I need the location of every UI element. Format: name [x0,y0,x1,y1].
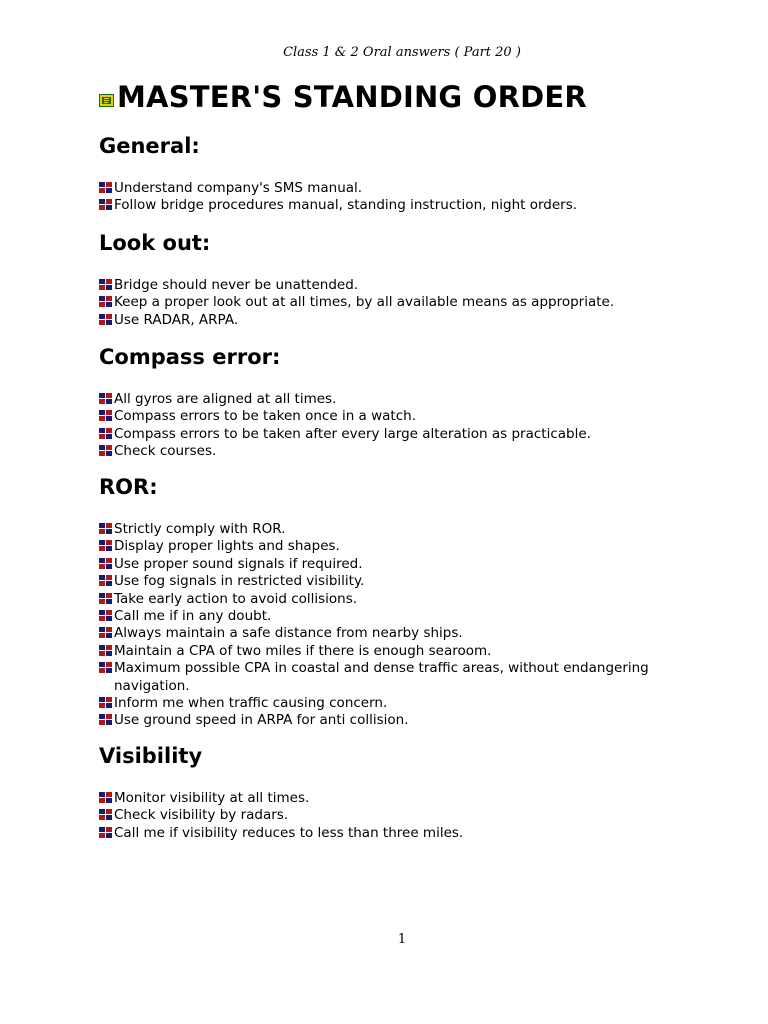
list-item-text: All gyros are aligned at all times. [114,391,337,407]
bullet-list [99,391,659,461]
list-item-text: Strictly comply with ROR. [114,521,286,537]
list-item-text: Monitor visibility at all times. [114,790,310,806]
section-heading: Look out: [99,231,211,255]
list-item-text: Bridge should never be unattended. [114,277,359,293]
document-title: MASTER'S STANDING ORDER [117,80,587,114]
square-bullet-icon [99,697,113,709]
list-item [99,197,659,214]
square-bullet-icon [99,662,113,674]
list-item [99,180,659,197]
list-item [99,625,659,642]
list-item [99,790,659,807]
list-item-text: Use proper sound signals if required. [114,555,363,572]
list-item [99,408,659,425]
square-bullet-icon [99,575,113,587]
bullet-list [99,180,659,215]
section [99,743,659,842]
list-item [99,277,659,294]
list-item-text: Compass errors to be taken once in a watch. [114,408,416,425]
list-item-text: Follow bridge procedures manual, standing instruction, night orders. [114,197,578,214]
list-item [99,426,659,443]
square-bullet-icon [99,428,113,440]
section [99,474,659,730]
title-row [99,80,587,114]
list-item-text: Always maintain a safe distance from nearby ships. [114,625,463,642]
square-bullet-icon [99,593,113,605]
list-item-text: Inform me when traffic causing concern. [114,695,388,712]
list-item-text: Call me if in any doubt. [114,608,272,625]
bullet-list [99,521,659,730]
square-bullet-icon [99,279,113,291]
square-bullet-icon [99,714,113,726]
list-item-text: Check courses. [114,443,217,460]
square-bullet-icon [99,523,113,535]
square-bullet-icon [99,627,113,639]
list-item-text: Use RADAR, ARPA. [114,311,239,328]
list-item-text: Take early action to avoid collisions. [114,590,358,607]
square-bullet-icon [99,445,113,457]
list-item [99,825,659,842]
square-bullet-icon [99,792,113,804]
square-bullet-icon [99,296,113,308]
square-bullet-icon [99,393,113,405]
list-item [99,294,659,311]
list-item [99,521,659,538]
section [99,133,659,215]
bullet-list [99,277,659,329]
list-item [99,643,659,660]
list-item-text: Keep a proper look out at all times, by all available means as appropriate. [114,294,615,311]
list-item [99,712,659,729]
list-item [99,695,659,712]
section-heading: Visibility [99,744,203,768]
square-bullet-icon [99,645,113,657]
square-bullet-icon [99,827,113,839]
list-item-text: Understand company's SMS manual. [114,180,363,196]
square-bullet-icon [99,182,113,194]
list-item-text: Check visibility by radars. [114,807,289,824]
list-item-text: Maximum possible CPA in coastal and dense traffic areas, without endangering navigation. [114,660,649,694]
list-item [99,538,659,555]
section-heading: ROR: [99,475,158,499]
list-item [99,807,659,824]
list-item-text: Use fog signals in restricted visibility. [114,573,365,590]
section [99,344,659,461]
list-item [99,312,659,329]
square-bullet-icon [99,410,113,422]
list-item [99,556,659,573]
list-item-text: Compass errors to be taken after every large alteration as practicable. [114,425,591,442]
list-item [99,391,659,408]
section-heading: Compass error: [99,345,281,369]
bullet-list [99,790,659,842]
list-item [99,573,659,590]
square-bullet-icon [99,809,113,821]
square-bullet-icon [99,314,113,326]
list-item [99,443,659,460]
square-bullet-icon [99,558,113,570]
list-item-text: Display proper lights and shapes. [114,538,340,555]
section-heading: General: [99,134,200,158]
page-header: Class 1 & 2 Oral answers ( Part 20 ) [283,45,521,60]
list-item-text: Maintain a CPA of two miles if there is enough searoom. [114,642,492,659]
list-item [99,608,659,625]
list-item [99,591,659,608]
page-number: 1 [397,932,407,947]
square-bullet-icon [99,540,113,552]
square-bullet-icon [99,610,113,622]
list-item-text: Use ground speed in ARPA for anti collision. [114,712,409,729]
list-item [99,660,659,695]
list-item-text: Call me if visibility reduces to less than three miles. [114,824,464,841]
square-bullet-icon [99,199,113,211]
note-icon [99,94,114,107]
section [99,230,659,329]
